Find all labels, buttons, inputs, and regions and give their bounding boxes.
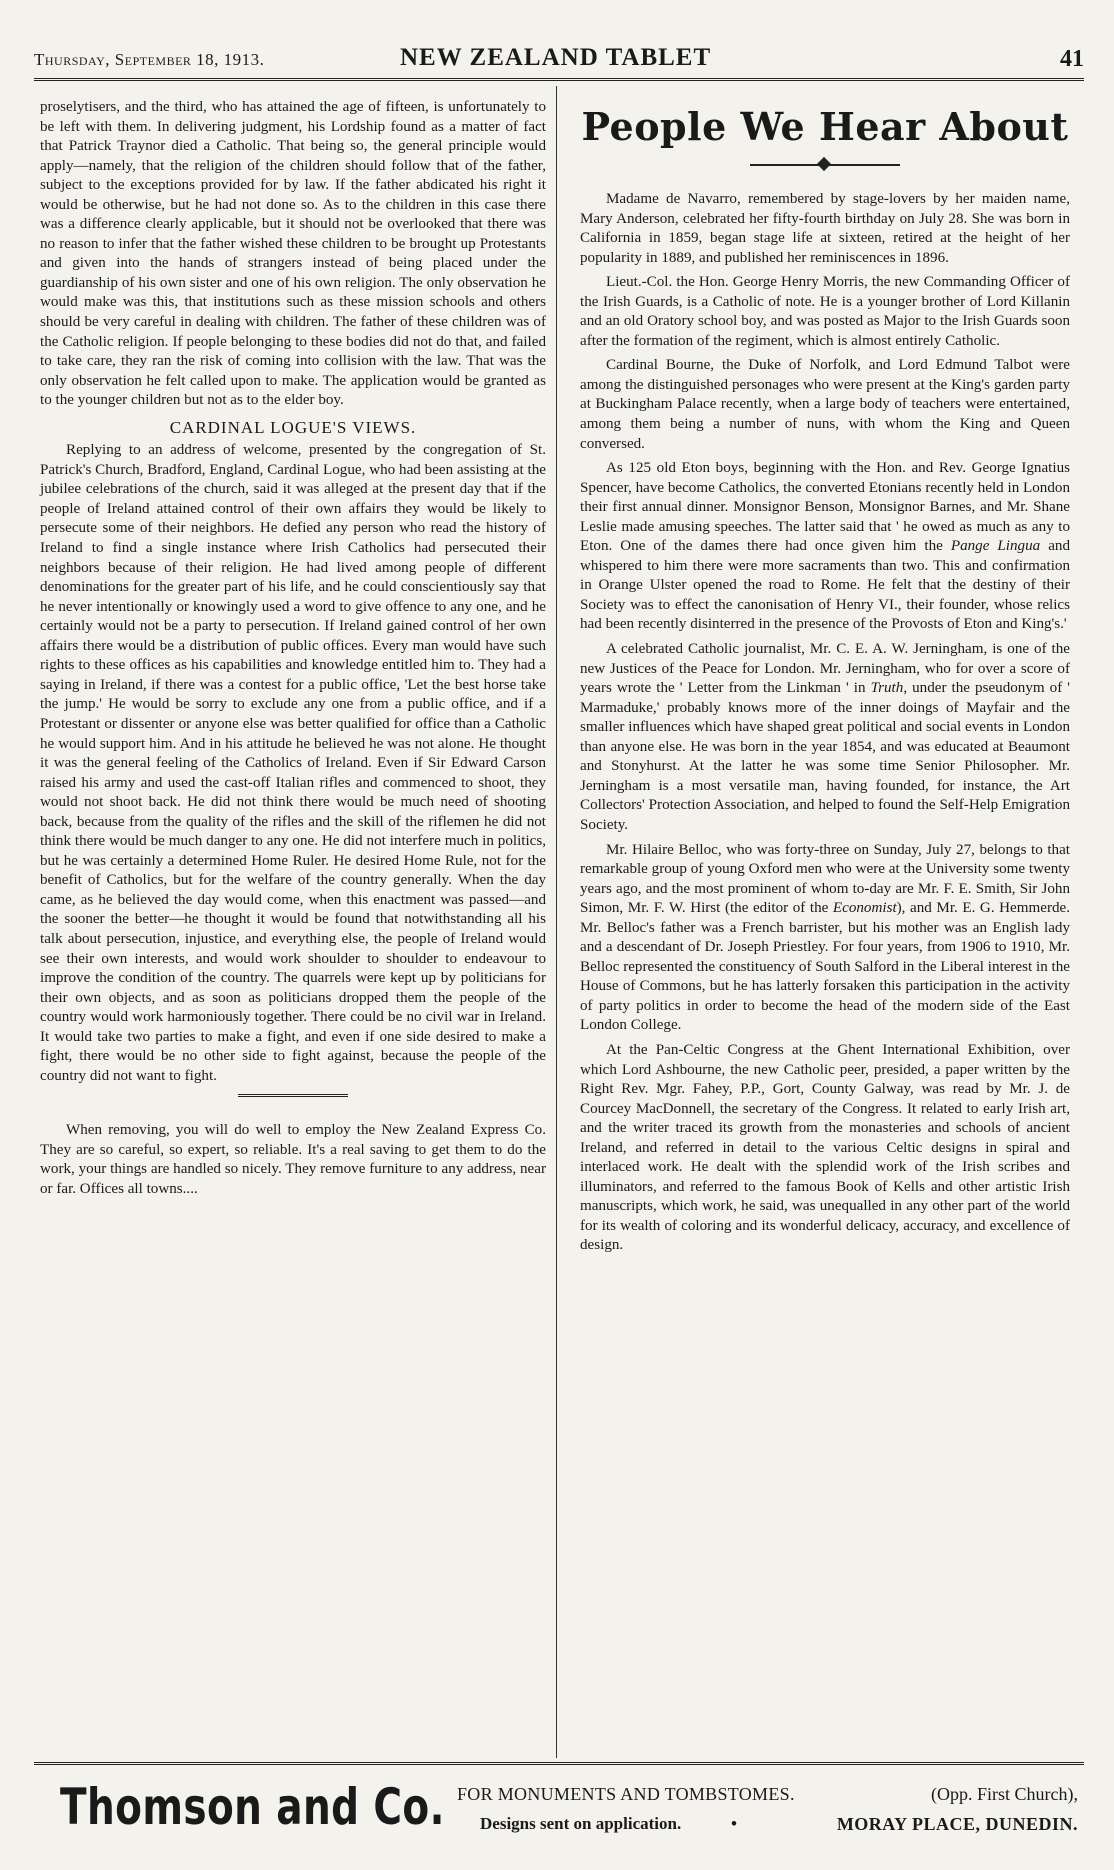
advertiser-name: Thomson and Co.	[60, 1778, 445, 1836]
italic-title: Economist	[832, 900, 897, 917]
text-run: Mr. Hilaire Belloc, who was forty-three on Sunday, July 27, belongs to that remarkable group of young Oxford men who were at the University some twenty years ago, and the most prominent of whom to-day are Mr. F. E. Smith, Sir John Simon, Mr. F. W. Hirst (the editor of the	[580, 841, 1070, 917]
ad-tagline: FOR MONUMENTS AND TOMBSTOMES.	[457, 1784, 795, 1804]
right-column	[580, 98, 1070, 1261]
footer-rule	[34, 1762, 1084, 1765]
text-run: A celebrated Catholic journalist, Mr. C. E. A. W. Jerningham, is one of the new Justices of the Peace for London. Mr. Jerningham, who for over a score of years wrote the ' Letter from the Linkman ' in	[580, 641, 1070, 697]
news-item: Cardinal Bourne, the Duke of Norfolk, and Lord Edmund Talbot were among the distinguished personages who were present at the King's garden party at Buckingham Palace recently, when a large body of teachers were entertained, among them being a number of nuns, with whom the King and Queen conversed.	[580, 357, 1070, 452]
column-title: People We Hear About	[581, 104, 1069, 149]
issue-date: Thursday, September 18, 1913.	[34, 50, 265, 69]
publication-title: NEW ZEALAND TABLET	[400, 44, 712, 71]
italic-title: Truth	[870, 680, 904, 697]
left-column	[40, 98, 546, 1205]
title-ornament	[750, 158, 900, 172]
article-paragraph: Replying to an address of welcome, presented by the congregation of St. Patrick's Church, Bradford, England, Cardinal Logue, who had been assisting at the jubilee celebrations of the church, said it was alleged at the present day that if the people of Ireland attained control of their own affairs they would be likely to persecute some of their neighbors. He defied any person who read the history of Ireland to find a single instance where Irish Catholics had persecuted their neighbors because of their religion. He had lived among people of different denominations for the greater part of his life, and he could conscientiously say that he never intentionally or knowingly used a word to give offence to any one, and he certainly would not be a party to persecution. If Ireland gained control of her own affairs there would be a distribution of public offices. Every man would have such rights to these offices as his capabilities and knowledge entitled him to. They had a saying in Ireland, if there was a contest for a public office, 'Let the best horse take the jump.' He would be sorry to exclude any one from a public office, and if a Protestant or dissenter or anyone else was better qualified for office than a Catholic he would support him. And in his attitude he believed he was not alone. He thought it was the general feeling of the Catholics of Ireland. Even if Sir Edward Carson raised his army and used the cast-off Italian rifles and commenced to shoot, they would not shoot back. He did not think there would be much need of shooting back, because from the quality of the rifles and the skill of the riflemen he did not think there would be much danger to any one. He did not interfere much in politics, but he was certainly a determined Home Ruler. He desired Home Rule, not for the benefit of Catholics, but for the welfare of the country generally. When the day came, as he believed the day would come, when this enactment was passed—and the sooner the better—he thought it would be found that notwithstanding all his talk about persecution, injustice, and everything else, the people of Ireland would see their own interests, and would work shoulder to shoulder to endeavour to improve the condition of the country. The quarrels were kept up by politicians for their own objects, and as soon as politicians dropped them the people of the country would work harmoniously together. There could be no civil war in Ireland. It would take two parties to make a fight, and even if one side desired to make a fight, there would be no other side to fight against, because the people of the country did not want to fight.	[40, 442, 546, 1084]
news-item	[580, 640, 1070, 835]
bullet-icon: •	[731, 1814, 737, 1833]
text-run: ), and Mr. E. G. Hemmerde. Mr. Belloc's father was a French barrister, but his mother was an English lady and a descendant of Dr. Joseph Priestley. For four years, from 1906 to 1910, Mr. Belloc represented the constituency of South Salford in the Liberal interest in the House of Commons, but he has latterly forsaken this participation in the activity of party politics in order to become the head of the modern side of the East London College.	[580, 900, 1070, 1034]
ad-address: MORAY PLACE, DUNEDIN.	[836, 1814, 1078, 1834]
text-run: , under the pseudonym of ' Marmaduke,' probably knows more of the inner doings of Mayfair and the smaller influences which have shaped great political and social events in London than anyone else. He was born in the year 1854, and was educated at Beaumont and Stonyhurst. At the latter he was some time Senior Philosopher. Mr. Jerningham is a most versatile man, having founded, for instance, the Art Collectors' Protection Association, and helped to found the Self-Help Emigration Society.	[580, 680, 1070, 833]
article-paragraph: proselytisers, and the third, who has attained the age of fifteen, is unfortunately to be left with them. In delivering judgment, his Lordship found as a matter of fact that Patrick Traynor died a Catholic. That being so, the general principle would apply—namely, that the religion of the children should follow that of the father, subject to the exceptions provided for by law. If the father abdicated his right it would be otherwise, but he had not done so. As to the children in this case there was a difference clearly applicable, but it should not be overlooked that there was no reason to infer that the father wished these children to be brought up Protestants and given into the hands of strangers instead of being placed under the guardianship of his own sister and one of his own religion. The only observation he would make was this, that institutions such as these mission schools and others should be very careful in dealing with children. The father of these children was of the Catholic religion. If people belonging to these bodies did not do that, and failed to take care, they ran the risk of coming into collision with the law. That was the only observation he felt called upon to make. The application would be granted as to the younger children but not as to the elder boy.	[40, 99, 546, 409]
diamond-icon	[817, 157, 831, 171]
masthead-rule	[34, 78, 1084, 81]
text-run: and whispered to him there were more sacraments than two. This and confirmation in Orange Ulster opened the road to Rome. He felt that the destiny of their Society was to effect the canonisation of Henry VI., their founder, whose relics had been recently disinterred in the presence of the Provosts of Eton and King's.'	[580, 538, 1070, 633]
footer-advertisement	[34, 1774, 1084, 1854]
section-heading: CARDINAL LOGUE'S VIEWS.	[169, 417, 417, 437]
ad-location: (Opp. First Church),	[931, 1784, 1078, 1804]
masthead	[34, 44, 1084, 76]
ad-designs-note: Designs sent on application.	[480, 1814, 682, 1833]
news-item: Madame de Navarro, remembered by stage-lovers by her maiden name, Mary Anderson, celebrated her fifty-fourth birthday on July 28. She was born in California in 1859, began stage life at sixteen, retired at the height of her popularity in 1889, and published her reminiscences in 1896.	[580, 191, 1070, 266]
section-rule	[238, 1094, 348, 1097]
advertisement-paragraph: When removing, you will do well to employ the New Zealand Express Co. They are so careful, so expert, so reliable. It's a real saving to get them to do the work, your things are handled so nicely. They remove furniture to any address, near or far. Offices all towns....	[40, 1122, 546, 1197]
news-item: At the Pan-Celtic Congress at the Ghent International Exhibition, over which Lord Ashbourne, the new Catholic peer, presided, a paper written by the Right Rev. Mgr. Fahey, P.P., Gort, County Galway, was read by Mr. J. de Courcey MacDonnell, the secretary of the Congress. It related to early Irish art, and the writer traced its growth from the monasteries and schools of ancient Ireland, and referred in detail to the various Celtic designs in spiral and interlaced work. He dealt with the splendid work of the Irish scribes and illuminators, and referred to the famous Book of Kells and other artistic Irish manuscripts, which work, he said, was unequalled in any other part of the world for its wealth of coloring and its wonderful delicacy, accuracy, and excellence of design.	[580, 1041, 1070, 1254]
column-divider	[556, 86, 557, 1758]
news-item	[580, 841, 1070, 1036]
news-item: Lieut.-Col. the Hon. George Henry Morris, the new Commanding Officer of the Irish Guards, is a Catholic of note. He is a younger brother of Lord Killanin and an old Oratory school boy, and was posted as Major to the Irish Guards soon after the formation of the regiment, which is almost entirely Catholic.	[580, 274, 1070, 349]
text-run: As 125 old Eton boys, beginning with the Hon. and Rev. George Ignatius Spencer, have become Catholics, the converted Etonians recently held in London their first annual dinner. Monsignor Benson, Monsignor Barnes, and Mr. Shane Leslie made amusing speeches. The latter said that ' he owed as much as any to Eton. One of the dames there had once given him the	[580, 460, 1070, 555]
page-number: 41	[1060, 46, 1084, 72]
news-item	[580, 459, 1070, 635]
italic-title: Pange Lingua	[950, 538, 1041, 555]
